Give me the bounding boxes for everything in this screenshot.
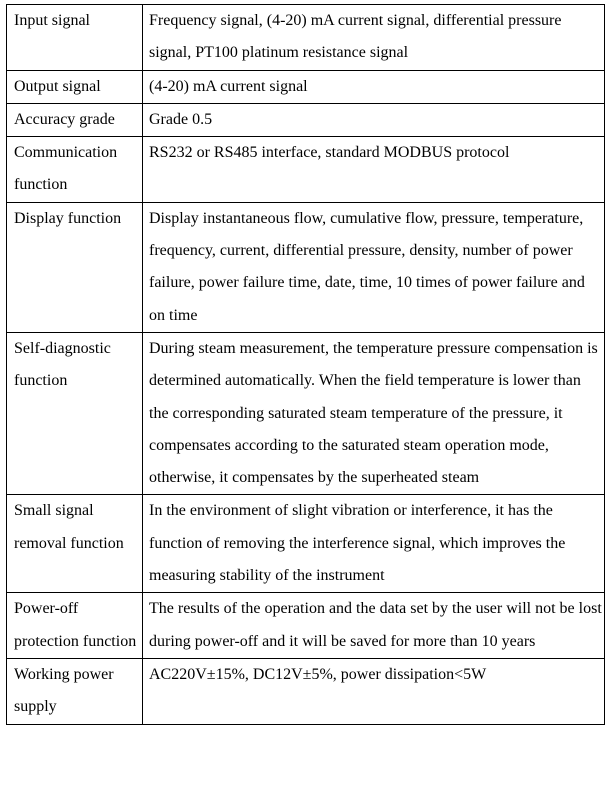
row-value: Frequency signal, (4-20) mA current signal, differential pressure signal, PT100 platinum resistance signal xyxy=(143,5,605,71)
table-row xyxy=(7,593,605,659)
row-label: Input signal xyxy=(7,5,143,71)
table-row xyxy=(7,495,605,593)
table-row xyxy=(7,202,605,332)
row-label: Output signal xyxy=(7,70,143,103)
table-row xyxy=(7,658,605,724)
row-value: Display instantaneous flow, cumulative flow, pressure, temperature, frequency, current, differential pressure, density, number of power failure, power failure time, date, time, 10 times of power failure and on time xyxy=(143,202,605,332)
row-value: AC220V±15%, DC12V±5%, power dissipation<5W xyxy=(143,658,605,724)
table-row xyxy=(7,70,605,103)
row-value: Grade 0.5 xyxy=(143,103,605,136)
row-value: The results of the operation and the data set by the user will not be lost during power-off and it will be saved for more than 10 years xyxy=(143,593,605,659)
row-label: Working power supply xyxy=(7,658,143,724)
table-row xyxy=(7,137,605,203)
table-row xyxy=(7,332,605,494)
row-label: Small signal removal function xyxy=(7,495,143,593)
specification-table xyxy=(6,4,605,725)
row-label: Display function xyxy=(7,202,143,332)
row-value: (4-20) mA current signal xyxy=(143,70,605,103)
row-value: During steam measurement, the temperature pressure compensation is determined automatically. When the field temperature is lower than the corresponding saturated steam temperature of the pressure, it compensates according to the saturated steam operation mode, otherwise, it compensates by the superheated steam xyxy=(143,332,605,494)
row-value: In the environment of slight vibration or interference, it has the function of removing the interference signal, which improves the measuring stability of the instrument xyxy=(143,495,605,593)
row-label: Power-off protection function xyxy=(7,593,143,659)
row-value: RS232 or RS485 interface, standard MODBUS protocol xyxy=(143,137,605,203)
row-label: Accuracy grade xyxy=(7,103,143,136)
table-row xyxy=(7,5,605,71)
table-row xyxy=(7,103,605,136)
row-label: Self-diagnostic function xyxy=(7,332,143,494)
row-label: Communication function xyxy=(7,137,143,203)
